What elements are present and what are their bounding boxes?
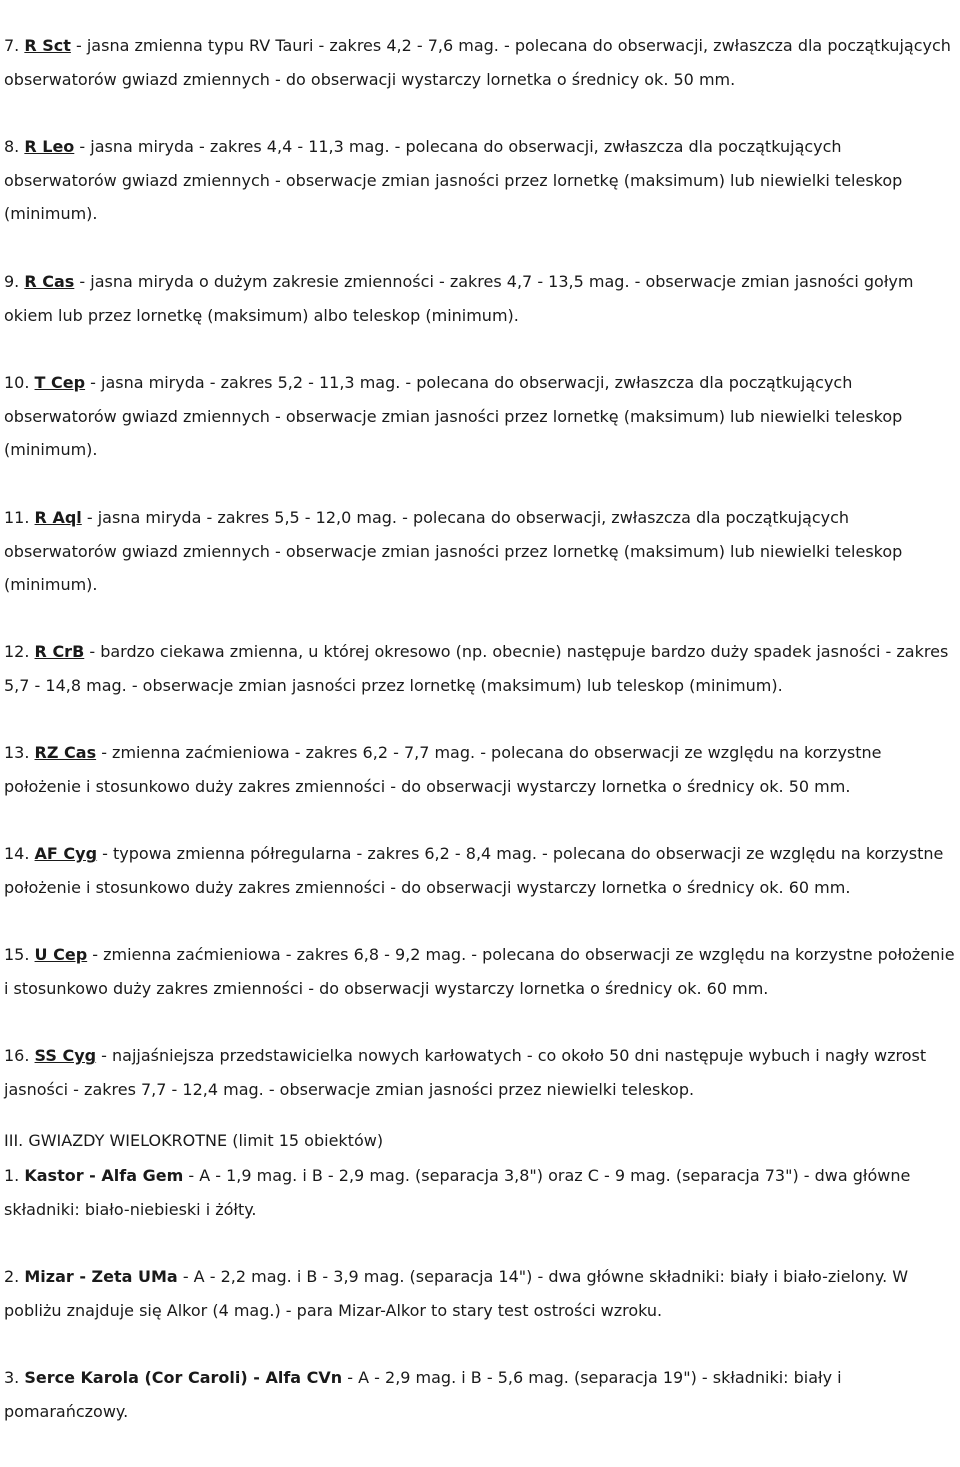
star-name: Mizar - Zeta UMa	[24, 1267, 178, 1286]
variable-star-entry: 14. AF Cyg - typowa zmienna półregularna - zakres 6,2 - 8,4 mag. - polecana do obserwacji ze względu na korzystne położenie i stosunkowo duży zakres zmienności - do obserwacji wystarczy lornetka o średnicy ok. 60 mm.	[4, 844, 944, 897]
multiple-star-entry: 2. Mizar - Zeta UMa - A - 2,2 mag. i B - 3,9 mag. (separacja 14") - dwa główne składniki: biały i biało-zielony. W pobliżu znajduje się Alkor (4 mag.) - para Mizar-Alkor to stary test ostrości wzroku.	[4, 1267, 909, 1320]
star-link[interactable]: R Aql	[34, 508, 82, 527]
multiple-star-entry: 1. Kastor - Alfa Gem - A - 1,9 mag. i B - 2,9 mag. (separacja 3,8") oraz C - 9 mag. (separacja 73") - dwa główne składniki: biało-niebieski i żółty.	[4, 1166, 911, 1219]
star-link[interactable]: U Cep	[34, 945, 88, 964]
variable-star-entry: 7. R Sct - jasna zmienna typu RV Tauri - zakres 4,2 - 7,6 mag. - polecana do obserwacji, zwłaszcza dla początkujących obserwatorów gwiazd zmiennych - do obserwacji wystarczy lornetka o średnicy ok. 50 mm.	[4, 36, 951, 89]
star-link[interactable]: R Sct	[24, 36, 71, 55]
section-heading: III. GWIAZDY WIELOKROTNE (limit 15 obiektów)	[4, 1131, 384, 1150]
multiple-star-entry: 3. Serce Karola (Cor Caroli) - Alfa CVn - A - 2,9 mag. i B - 5,6 mag. (separacja 19") - składniki: biały i pomarańczowy.	[4, 1368, 842, 1421]
variable-star-entry: 9. R Cas - jasna miryda o dużym zakresie zmienności - zakres 4,7 - 13,5 mag. - obserwacje zmian jasności gołym okiem lub przez lornetkę (maksimum) albo teleskop (minimum).	[4, 272, 914, 325]
star-link[interactable]: AF Cyg	[34, 844, 98, 863]
star-name: Kastor - Alfa Gem	[24, 1166, 184, 1185]
star-link[interactable]: R Cas	[24, 272, 75, 291]
star-link[interactable]: R Leo	[24, 137, 75, 156]
variable-star-entry: 10. T Cep - jasna miryda - zakres 5,2 - 11,3 mag. - polecana do obserwacji, zwłaszcza dla początkujących obserwatorów gwiazd zmiennych - obserwacje zmian jasności przez lornetkę (maksimum) lub niewielki teleskop (minimum).	[4, 373, 903, 459]
variable-star-entry: 15. U Cep - zmienna zaćmieniowa - zakres 6,8 - 9,2 mag. - polecana do obserwacji ze względu na korzystne położenie i stosunkowo duży zakres zmienności - do obserwacji wystarczy lornetka o średnicy ok. 60 mm.	[4, 945, 955, 998]
variable-star-entry: 8. R Leo - jasna miryda - zakres 4,4 - 11,3 mag. - polecana do obserwacji, zwłaszcza dla początkujących obserwatorów gwiazd zmiennych - obserwacje zmian jasności przez lornetkę (maksimum) lub niewielki teleskop (minimum).	[4, 137, 903, 223]
star-link[interactable]: T Cep	[34, 373, 86, 392]
variable-star-entry: 16. SS Cyg - najjaśniejsza przedstawicielka nowych karłowatych - co około 50 dni następuje wybuch i nagły wzrost jasności - zakres 7,7 - 12,4 mag. - obserwacje zmian jasności przez niewielki teleskop.	[4, 1046, 927, 1099]
star-name: Serce Karola (Cor Caroli) - Alfa CVn	[24, 1368, 343, 1387]
star-link[interactable]: SS Cyg	[34, 1046, 97, 1065]
variable-star-entry: 12. R CrB - bardzo ciekawa zmienna, u której okresowo (np. obecnie) następuje bardzo duży spadek jasności - zakres 5,7 - 14,8 mag. - obserwacje zmian jasności przez lornetkę (maksimum) lub teleskop (minimum).	[4, 642, 949, 695]
variable-star-entry: 13. RZ Cas - zmienna zaćmieniowa - zakres 6,2 - 7,7 mag. - polecana do obserwacji ze względu na korzystne położenie i stosunkowo duży zakres zmienności - do obserwacji wystarczy lornetka o średnicy ok. 50 mm.	[4, 743, 882, 796]
star-link[interactable]: RZ Cas	[34, 743, 97, 762]
variable-star-entry: 11. R Aql - jasna miryda - zakres 5,5 - 12,0 mag. - polecana do obserwacji, zwłaszcza dla początkujących obserwatorów gwiazd zmiennych - obserwacje zmian jasności przez lornetkę (maksimum) lub niewielki teleskop (minimum).	[4, 508, 903, 594]
star-link[interactable]: R CrB	[34, 642, 85, 661]
